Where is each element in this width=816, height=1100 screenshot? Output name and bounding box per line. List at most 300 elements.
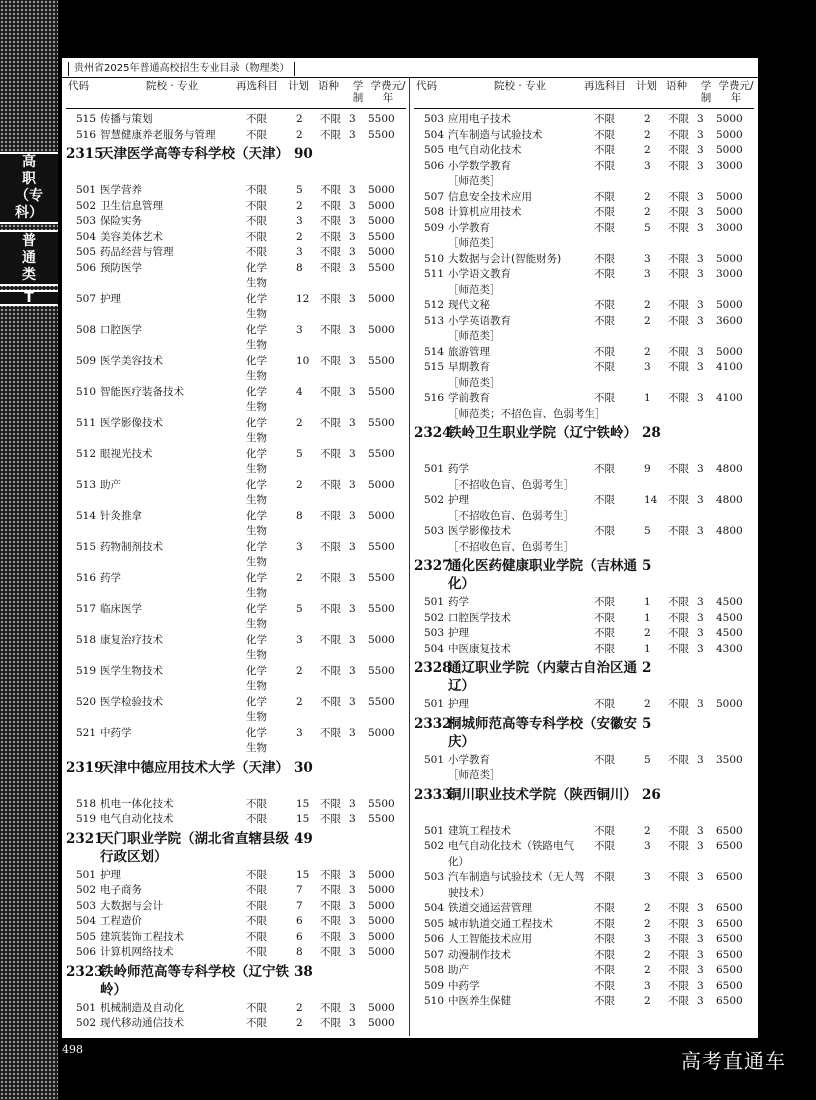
major-fee: 4500 (716, 611, 743, 624)
major-fee: 5500 (368, 128, 395, 141)
major-duration: 3 (697, 871, 704, 883)
major-duration: 3 (697, 113, 704, 125)
major-code: 513 (76, 478, 97, 491)
major-duration: 3 (349, 128, 356, 141)
major-plan: 9 (644, 463, 651, 475)
major-plan: 2 (296, 1017, 303, 1029)
major-subject: 不限 (594, 314, 615, 327)
major-duration: 3 (697, 753, 704, 766)
major-duration: 3 (697, 494, 704, 506)
major-code: 506 (76, 946, 97, 958)
major-language: 不限 (320, 416, 341, 429)
major-fee: 5500 (368, 813, 395, 825)
major-row (414, 360, 754, 376)
major-plan: 2 (644, 190, 651, 203)
school-name: 天门职业学院（湖北省直辖县级行政区划） (100, 830, 289, 865)
major-code: 508 (76, 323, 97, 336)
major-code: 508 (424, 206, 445, 218)
school-plan-total: 49 (294, 830, 313, 847)
major-subject: 化学生物 (246, 571, 267, 599)
major-code: 511 (76, 416, 97, 429)
major-row (414, 870, 754, 901)
major-language: 不限 (668, 995, 689, 1007)
major-code: 504 (76, 230, 97, 243)
major-note: ［师范类］ (448, 237, 501, 249)
school-code: 2328 (414, 660, 452, 676)
major-subject: 化学生物 (246, 540, 267, 568)
major-fee: 6500 (716, 840, 743, 852)
major-name: 药学 (448, 596, 469, 608)
major-code: 517 (76, 602, 97, 615)
major-name: 医学美容技术 (100, 354, 163, 367)
side-tab-level (0, 152, 58, 224)
major-subject: 不限 (594, 463, 615, 475)
major-subject: 不限 (594, 299, 615, 311)
major-subject: 化学生物 (246, 478, 267, 506)
major-fee: 5000 (716, 190, 743, 203)
major-duration: 3 (349, 868, 356, 881)
major-duration: 3 (697, 902, 704, 914)
major-code: 503 (424, 871, 445, 883)
major-code: 505 (424, 917, 445, 930)
major-code: 502 (76, 1017, 97, 1029)
major-plan: 2 (644, 128, 651, 141)
major-plan: 2 (644, 627, 651, 639)
major-duration: 3 (349, 1017, 356, 1029)
column-header (66, 78, 406, 109)
major-duration: 3 (349, 447, 356, 460)
major-subject: 不限 (246, 128, 267, 141)
major-plan: 2 (644, 824, 651, 837)
major-fee: 5000 (716, 345, 743, 358)
major-name: 口腔医学技术 (448, 611, 511, 624)
major-code: 504 (76, 915, 97, 927)
major-subject: 不限 (594, 596, 615, 608)
major-plan: 2 (644, 345, 651, 358)
major-name: 汽车制造与试验技术 (448, 128, 543, 141)
major-row (414, 753, 754, 769)
major-code: 501 (76, 184, 97, 196)
major-duration: 3 (349, 478, 356, 491)
major-plan: 8 (296, 946, 303, 958)
major-row (414, 221, 754, 237)
major-language: 不限 (668, 463, 689, 475)
major-subject: 化学生物 (246, 509, 267, 537)
major-subject: 不限 (594, 824, 615, 837)
major-fee: 5000 (368, 1001, 395, 1014)
header-duration: 学制 (700, 80, 712, 104)
major-fee: 6500 (716, 902, 743, 914)
school-heading (414, 659, 754, 695)
major-code: 510 (76, 385, 97, 398)
school-plan-total: 38 (294, 963, 313, 980)
major-language: 不限 (320, 930, 341, 943)
major-name: 美容美体艺术 (100, 230, 163, 243)
major-code: 520 (76, 695, 97, 708)
major-row (66, 914, 406, 930)
major-duration: 3 (349, 509, 356, 522)
major-row (414, 901, 754, 917)
major-duration: 3 (697, 252, 704, 265)
major-code: 503 (76, 899, 97, 912)
major-subject: 化学生物 (246, 323, 267, 351)
major-duration: 3 (349, 354, 356, 367)
major-plan: 15 (296, 868, 310, 881)
major-row (66, 883, 406, 899)
major-language: 不限 (320, 813, 341, 825)
major-duration: 3 (349, 113, 356, 125)
major-note: ［不招收色盲、色弱考生］ (448, 509, 574, 522)
school-name: 铁岭师范高等专科学校（辽宁铁岭） (100, 963, 289, 998)
major-row (66, 509, 406, 540)
major-duration: 3 (349, 813, 356, 825)
major-duration: 3 (697, 314, 704, 327)
major-plan: 3 (296, 726, 303, 739)
major-fee: 5000 (368, 726, 395, 739)
major-name: 药学 (100, 571, 121, 584)
major-plan: 3 (296, 246, 303, 258)
major-code: 518 (76, 633, 97, 646)
school-plan-total: 2 (642, 660, 652, 676)
major-duration: 3 (697, 979, 704, 992)
side-tab-char: T (24, 289, 34, 306)
major-name: 小学数学教育 (448, 159, 511, 172)
major-row (414, 917, 754, 933)
major-plan: 1 (644, 611, 651, 624)
major-row (66, 1016, 406, 1032)
major-code: 501 (424, 824, 445, 837)
major-name: 智慧健康养老服务与管理 (100, 128, 216, 141)
major-plan: 3 (644, 979, 651, 992)
major-fee: 5500 (368, 602, 395, 615)
major-subject: 不限 (594, 525, 615, 537)
major-subject: 不限 (246, 899, 267, 912)
major-plan: 2 (296, 199, 303, 212)
major-language: 不限 (668, 596, 689, 608)
side-tab-char: 科） (15, 205, 43, 221)
major-name: 电子商务 (100, 884, 142, 896)
school-code: 2332 (414, 715, 452, 732)
major-name: 医学生物技术 (100, 664, 163, 677)
major-name: 中药学 (448, 979, 480, 992)
major-plan: 2 (296, 416, 303, 429)
major-name: 眼视光技术 (100, 447, 153, 460)
major-code: 501 (424, 698, 445, 710)
major-subject: 不限 (594, 252, 615, 265)
major-fee: 5000 (368, 633, 395, 646)
major-code: 503 (424, 627, 445, 639)
major-language: 不限 (668, 392, 689, 404)
major-subject: 不限 (594, 611, 615, 624)
major-duration: 3 (349, 915, 356, 927)
major-code: 504 (424, 902, 445, 914)
major-plan: 7 (296, 899, 303, 912)
major-name: 现代移动通信技术 (100, 1017, 184, 1029)
major-plan: 2 (644, 314, 651, 327)
major-code: 518 (76, 797, 97, 810)
major-plan: 12 (296, 292, 310, 305)
major-name: 建筑装饰工程技术 (100, 930, 184, 943)
major-fee: 5500 (368, 695, 395, 708)
major-duration: 3 (697, 948, 704, 961)
major-duration: 3 (349, 416, 356, 429)
major-name: 机电一体化技术 (100, 797, 174, 810)
major-language: 不限 (320, 633, 341, 646)
major-row (414, 642, 754, 658)
major-plan: 2 (644, 144, 651, 156)
school-code: 2315 (66, 146, 104, 162)
major-plan: 5 (296, 602, 303, 615)
major-language: 不限 (668, 206, 689, 218)
major-row (66, 416, 406, 447)
major-plan: 2 (296, 113, 303, 125)
major-language: 不限 (668, 753, 689, 766)
major-plan: 2 (644, 902, 651, 914)
major-fee: 5000 (716, 113, 743, 125)
major-fee: 5000 (368, 884, 395, 896)
major-language: 不限 (668, 840, 689, 852)
major-subject: 化学生物 (246, 447, 267, 475)
major-row (66, 230, 406, 246)
header-code: 代码 (68, 80, 89, 92)
major-subject: 不限 (594, 995, 615, 1007)
side-tab-char: 通 (22, 249, 36, 266)
major-language: 不限 (668, 948, 689, 961)
major-duration: 3 (697, 128, 704, 141)
major-name: 计算机应用技术 (448, 206, 522, 218)
major-duration: 3 (697, 627, 704, 639)
major-name: 药品经营与管理 (100, 246, 174, 258)
major-subject: 化学生物 (246, 385, 267, 413)
major-plan: 2 (644, 299, 651, 311)
major-plan: 7 (296, 884, 303, 896)
major-name: 学前教育 (448, 392, 490, 404)
major-note: ［师范类］ (448, 283, 501, 296)
major-note: ［师范类］ (448, 769, 501, 781)
major-language: 不限 (668, 627, 689, 639)
major-fee: 4300 (716, 642, 743, 655)
major-name: 电气自动化技术 (100, 813, 174, 825)
major-row (66, 797, 406, 813)
school-heading (414, 715, 754, 751)
running-head: 贵州省2025年普通高校招生专业目录（物理类） (68, 62, 295, 76)
major-subject: 不限 (246, 246, 267, 258)
major-name: 大数据与会计 (100, 899, 163, 912)
school-name: 铁岭卫生职业学院（辽宁铁岭） (448, 425, 637, 441)
major-code: 511 (424, 268, 445, 280)
header-code: 代码 (416, 80, 437, 92)
major-fee: 3000 (716, 268, 743, 280)
major-note: ［师范类；不招色盲、色弱考生］ (448, 407, 606, 420)
major-row (66, 633, 406, 664)
major-language: 不限 (668, 252, 689, 265)
major-plan: 6 (296, 915, 303, 927)
major-language: 不限 (668, 345, 689, 358)
major-code: 501 (424, 596, 445, 608)
major-language: 不限 (668, 128, 689, 141)
major-duration: 3 (697, 463, 704, 475)
major-language: 不限 (668, 268, 689, 280)
major-subject: 不限 (246, 946, 267, 958)
major-language: 不限 (320, 184, 341, 196)
major-language: 不限 (668, 902, 689, 914)
major-language: 不限 (668, 611, 689, 624)
major-fee: 6500 (716, 871, 743, 883)
side-tab-char: 普 (22, 232, 36, 249)
major-name: 应用电子技术 (448, 113, 511, 125)
major-language: 不限 (668, 221, 689, 234)
major-name: 小学英语教育 (448, 314, 511, 327)
major-code: 501 (76, 868, 97, 881)
major-code: 514 (76, 509, 97, 522)
major-fee: 5500 (368, 664, 395, 677)
major-name: 护理 (448, 698, 469, 710)
major-duration: 3 (349, 323, 356, 336)
major-language: 不限 (320, 868, 341, 881)
major-fee: 5500 (368, 261, 395, 274)
major-code: 509 (76, 354, 97, 367)
major-language: 不限 (320, 695, 341, 708)
school-heading (66, 830, 406, 866)
major-duration: 3 (349, 633, 356, 646)
school-heading (414, 557, 754, 593)
major-fee: 4500 (716, 627, 743, 639)
major-language: 不限 (320, 199, 341, 212)
major-subject: 化学生物 (246, 261, 267, 289)
major-language: 不限 (668, 933, 689, 945)
major-subject: 化学生物 (246, 695, 267, 723)
major-fee: 3600 (716, 314, 743, 327)
major-subject: 不限 (246, 930, 267, 943)
major-plan: 2 (644, 113, 651, 125)
major-row (414, 345, 754, 361)
major-language: 不限 (668, 113, 689, 125)
major-subject: 不限 (594, 964, 615, 976)
major-fee: 5500 (368, 540, 395, 553)
major-row (414, 994, 754, 1010)
major-subject: 不限 (594, 902, 615, 914)
major-plan: 2 (296, 1001, 303, 1014)
major-fee: 5000 (368, 246, 395, 258)
major-subject: 化学生物 (246, 633, 267, 661)
left-column (66, 78, 406, 1036)
major-fee: 5000 (368, 1017, 395, 1029)
major-name: 铁道交通运营管理 (448, 902, 532, 914)
major-duration: 3 (349, 230, 356, 243)
major-row (66, 245, 406, 261)
school-heading (414, 424, 754, 460)
major-plan: 5 (644, 221, 651, 234)
school-plan-total: 30 (294, 759, 313, 776)
major-row (414, 190, 754, 206)
header-fee: 学费元/年 (370, 80, 406, 104)
major-subject: 不限 (594, 642, 615, 655)
school-name: 铜川职业技术学院（陕西铜川） (448, 786, 637, 803)
major-name: 保险实务 (100, 215, 142, 227)
major-duration: 3 (697, 964, 704, 976)
major-plan: 1 (644, 642, 651, 655)
major-duration: 3 (697, 144, 704, 156)
header-duration: 学制 (352, 80, 364, 104)
major-duration: 3 (349, 726, 356, 739)
major-language: 不限 (320, 447, 341, 460)
major-name: 针灸推拿 (100, 509, 142, 522)
major-plan: 3 (644, 268, 651, 280)
major-fee: 5500 (368, 385, 395, 398)
school-name: 通辽职业学院（内蒙古自治区通辽） (448, 660, 637, 694)
major-fee: 4800 (716, 525, 743, 537)
major-language: 不限 (668, 979, 689, 992)
major-name: 医学影像技术 (100, 416, 163, 429)
major-name: 护理 (448, 494, 469, 506)
major-language: 不限 (320, 571, 341, 584)
major-name: 护理 (448, 627, 469, 639)
major-fee: 6500 (716, 948, 743, 961)
major-fee: 5000 (716, 698, 743, 710)
major-name: 小学语文教育 (448, 268, 511, 280)
major-fee: 5500 (368, 571, 395, 584)
major-duration: 3 (697, 824, 704, 837)
major-plan: 3 (644, 933, 651, 945)
major-plan: 8 (296, 509, 303, 522)
major-fee: 4100 (716, 392, 743, 404)
major-fee: 4800 (716, 463, 743, 475)
major-subject: 不限 (594, 871, 615, 883)
major-plan: 6 (296, 930, 303, 943)
major-duration: 3 (349, 199, 356, 212)
major-duration: 3 (697, 345, 704, 358)
major-subject: 不限 (594, 698, 615, 710)
major-name: 电气自动化技术（铁路电气化） (448, 840, 574, 868)
major-duration: 3 (697, 268, 704, 280)
major-fee: 6500 (716, 995, 743, 1007)
major-code: 514 (424, 345, 445, 358)
major-code: 512 (76, 447, 97, 460)
major-name: 计算机网络技术 (100, 946, 174, 958)
major-plan: 3 (296, 215, 303, 227)
major-code: 515 (76, 540, 97, 553)
major-fee: 3000 (716, 221, 743, 234)
major-duration: 3 (349, 246, 356, 258)
school-plan-total: 28 (642, 425, 661, 441)
major-name: 城市轨道交通工程技术 (448, 917, 553, 930)
major-subject: 化学生物 (246, 602, 267, 630)
major-fee: 4800 (716, 494, 743, 506)
major-duration: 3 (349, 946, 356, 958)
major-row (414, 493, 754, 509)
major-row (66, 292, 406, 323)
major-row (66, 695, 406, 726)
major-plan: 3 (644, 361, 651, 373)
major-row (414, 205, 754, 221)
major-duration: 3 (349, 540, 356, 553)
major-code: 521 (76, 726, 97, 739)
major-name: 工程造价 (100, 915, 142, 927)
major-row (66, 812, 406, 828)
major-fee: 4500 (716, 596, 743, 608)
major-row (66, 183, 406, 199)
major-language: 不限 (668, 314, 689, 327)
major-fee: 5000 (368, 215, 395, 227)
major-language: 不限 (668, 299, 689, 311)
major-row (66, 261, 406, 292)
header-plan: 计划 (288, 80, 309, 92)
major-subject: 不限 (246, 199, 267, 212)
major-language: 不限 (320, 726, 341, 739)
major-language: 不限 (320, 261, 341, 274)
major-fee: 3500 (716, 753, 743, 766)
major-code: 509 (424, 221, 445, 234)
